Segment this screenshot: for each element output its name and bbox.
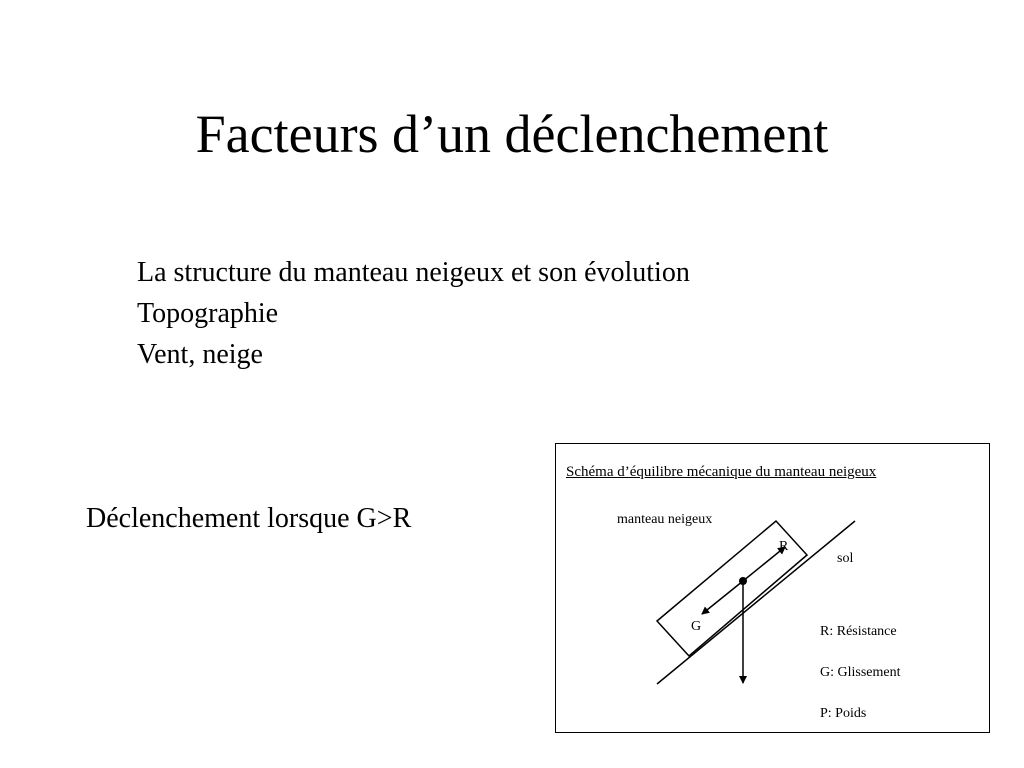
ground-line [657, 521, 855, 684]
legend-resistance: R: Résistance [820, 624, 897, 639]
legend-weight: P: Poids [820, 706, 867, 721]
factor-item: Topographie [137, 298, 279, 329]
resistance-label: R [779, 539, 789, 554]
legend-glide: G: Glissement [820, 665, 901, 680]
factor-item: La structure du manteau neigeux et son évolution [137, 257, 690, 288]
glide-arrow [702, 581, 743, 614]
ground-label: sol [837, 551, 854, 566]
snowpack-label: manteau neigeux [617, 512, 713, 527]
factor-item: Vent, neige [137, 339, 263, 370]
diagram-drawing [556, 444, 991, 734]
slide-title: Facteurs d’un déclenchement [195, 104, 829, 164]
diagram-title: Schéma d’équilibre mécanique du manteau neigeux [566, 464, 877, 480]
trigger-condition: Déclenchement lorsque G>R [86, 503, 412, 534]
factors-list [137, 252, 690, 375]
glide-label: G [691, 619, 702, 634]
equilibrium-diagram [555, 443, 990, 733]
